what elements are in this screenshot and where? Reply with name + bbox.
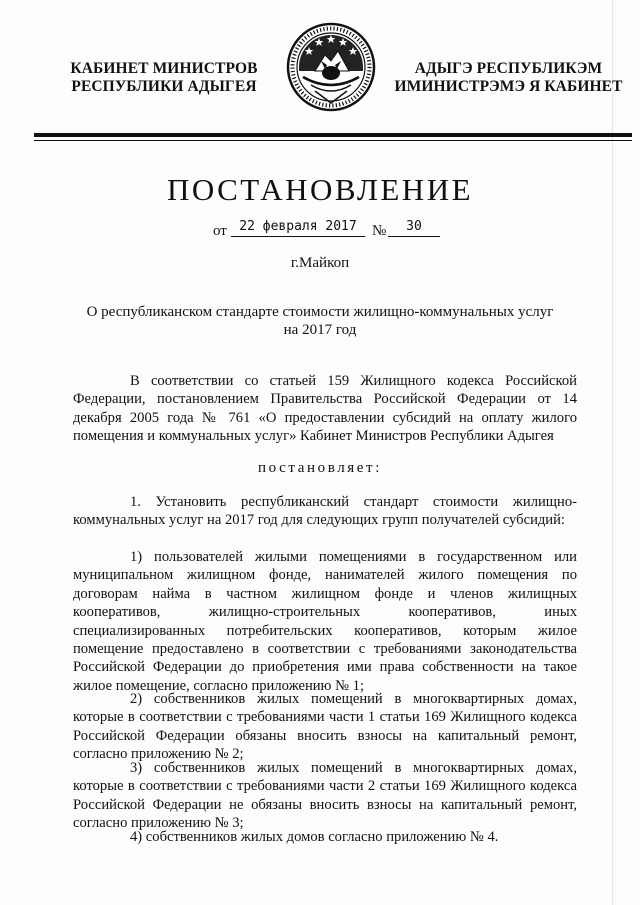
subject-line2: на 2017 год [283, 322, 357, 338]
resolves-heading: постановляет: [258, 460, 382, 476]
header-right-line2: ИМИНИСТРЭМЭ Я КАБИНЕТ [394, 78, 623, 95]
header-right-org-name [386, 60, 631, 96]
date-number-line [0, 219, 640, 241]
header-right-line1: АДЫГЭ РЕСПУБЛИКЭМ [414, 60, 603, 77]
date-from-label: от [213, 223, 227, 239]
header-divider-thin [34, 140, 632, 141]
document-city: г.Майкоп [290, 255, 350, 271]
subject-line1: О республиканском стандарте стоимости жилищно-коммунальных услуг [86, 304, 554, 320]
header-left-org-name [66, 60, 262, 96]
intro-paragraph: В соответствии со статьей 159 Жилищного кодекса Российской Федерации, постановлением Правительства Российской Федерации от 14 декабря 2005 года № 761 «О предоставлении субсидий на оплату жилого помещения и коммунальных услуг» Кабинет Министров Республики Адыгея [73, 373, 577, 445]
document-subject [70, 303, 570, 339]
list-item: 4) собственников жилых домов согласно приложению № 4. [130, 829, 499, 845]
document-number: 30 [406, 219, 422, 234]
list-item: 2) собственников жилых помещений в многоквартирных домах, которые в соответствии с требованиями части 1 статьи 169 Жилищного кодекса Российской Федерации обязаны вносить взносы на капитальный ремонт, согласно приложению № 2; [73, 691, 577, 763]
header-left-line2: РЕСПУБЛИКИ АДЫГЕЯ [71, 78, 257, 95]
list-item: 3) собственников жилых помещений в многоквартирных домах, которые в соответствии с требованиями части 2 статьи 169 Жилищного кодекса Российской Федерации не обязаны вносить взносы на капитальный ремонт, согласно приложению № 3; [73, 760, 577, 832]
number-label: № [372, 223, 387, 239]
clause-1-paragraph: 1. Установить республиканский стандарт стоимости жилищно-коммунальных услуг на 2017 год для следующих групп получателей субсидий: [73, 494, 577, 529]
document-date: 22 февраля 2017 [239, 219, 357, 234]
date-underline [231, 236, 365, 237]
list-item: 1) пользователей жилыми помещениями в государственном или муниципальном жилищном фонде, нанимателей жилого помещения по договорам найма в частном жилищном фонде и членов жилищных кооперативов, жилищно-строительных кооперативов, иных специализированных потребительских кооперативов, которым жилое помещение предоставлено в соответствии с требованиями законодательства Российской Федерации до приобретения ими права собственности на такое жилое помещение, согласно приложению № 1; [73, 549, 577, 694]
number-underline [388, 236, 440, 237]
document-title: ПОСТАНОВЛЕНИЕ [166, 172, 474, 207]
header-left-line1: КАБИНЕТ МИНИСТРОВ [70, 60, 258, 77]
header-divider-thick [34, 133, 632, 137]
adygea-coat-of-arms-icon [285, 21, 377, 113]
